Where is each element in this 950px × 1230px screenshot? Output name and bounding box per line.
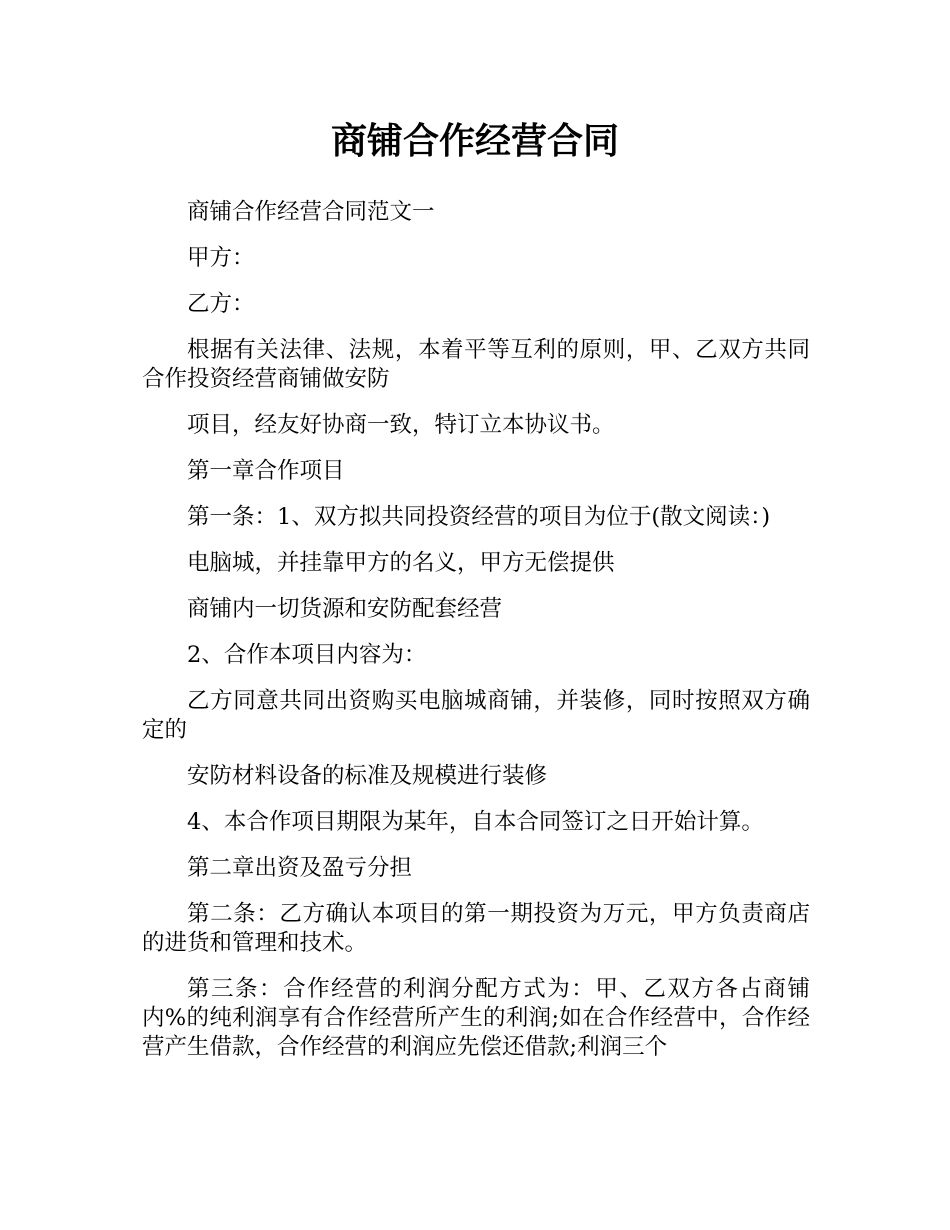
paragraph: 第二章出资及盈亏分担 bbox=[187, 855, 413, 881]
paragraph: 乙方同意共同出资购买电脑城商铺，并装修，同时按照双方确定的 bbox=[142, 688, 810, 743]
paragraph: 2、合作本项目内容为： bbox=[187, 642, 427, 668]
document-body bbox=[142, 198, 810, 1079]
document-title: 商铺合作经营合同 bbox=[330, 121, 619, 162]
paragraph: 项目，经友好协商一致，特订立本协议书。 bbox=[187, 412, 615, 438]
paragraph: 甲方： bbox=[187, 245, 255, 271]
paragraph: 第一条：1、双方拟共同投资经营的项目为位于(散文阅读：) bbox=[187, 504, 771, 530]
paragraph: 4、本合作项目期限为某年，自本合同签订之日开始计算。 bbox=[187, 809, 764, 835]
paragraph: 安防材料设备的标准及规模进行装修 bbox=[187, 763, 548, 789]
paragraph: 第一章合作项目 bbox=[187, 458, 345, 484]
paragraph: 乙方： bbox=[187, 291, 255, 317]
paragraph: 商铺合作经营合同范文一 bbox=[187, 199, 435, 225]
paragraph: 第三条：合作经营的利润分配方式为：甲、乙双方各占商铺内%的纯利润享有合作经营所产生的利润;如在合作经营中，合作经营产生借款，合作经营的利润应先偿还借款;利润三个 bbox=[142, 976, 810, 1060]
paragraph: 根据有关法律、法规，本着平等互利的原则，甲、乙双方共同合作投资经营商铺做安防 bbox=[142, 337, 810, 392]
paragraph: 商铺内一切货源和安防配套经营 bbox=[187, 596, 503, 622]
paragraph: 第二条：乙方确认本项目的第一期投资为万元，甲方负责商店的进货和管理和技术。 bbox=[142, 901, 810, 956]
paragraph: 电脑城，并挂靠甲方的名义，甲方无偿提供 bbox=[187, 550, 615, 576]
